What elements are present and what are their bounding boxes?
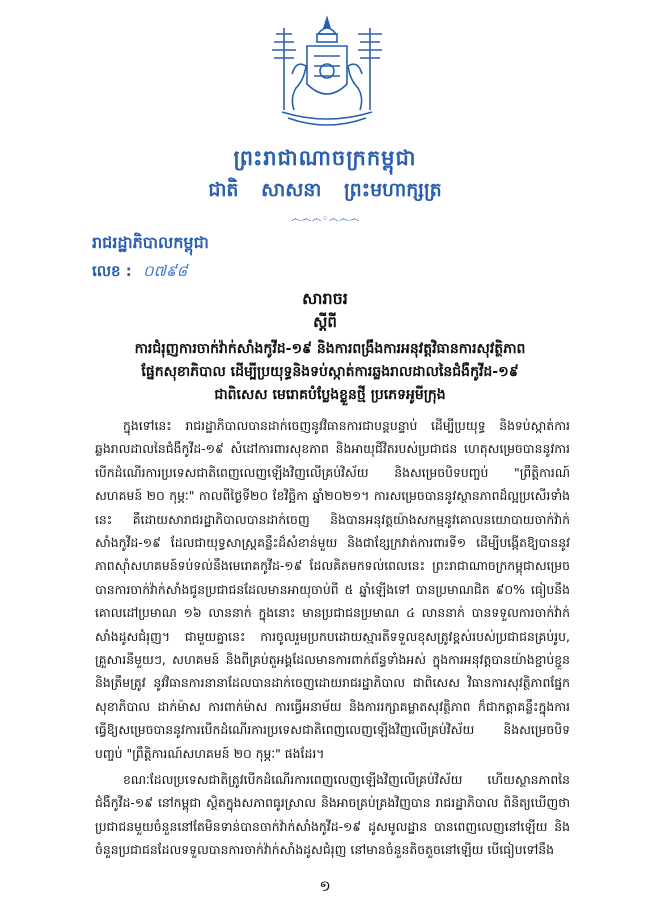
number-label: លេខ : bbox=[92, 262, 132, 280]
document-type: សារាចរ bbox=[302, 289, 348, 308]
document-title bbox=[90, 338, 570, 407]
title-line: ផ្នែកសុខាភិបាល ដើម្បីប្រយុទ្ធនិងទប់ស្កាត់ការឆ្លងរាលដាលនៃជំងឺកូវីដ-១៩ bbox=[141, 364, 519, 380]
ornament-divider: ෴෴෴◦෴෴෴ bbox=[290, 212, 360, 225]
number-value: ០៧៩៨ bbox=[143, 262, 188, 280]
document-number bbox=[92, 262, 187, 284]
document-subject-label: ស្តីពី bbox=[313, 313, 337, 331]
government-name: រាជរដ្ឋាភិបាលកម្ពុជា bbox=[92, 233, 209, 252]
paragraph-1: ក្នុងទៅនេះ រាជរដ្ឋាភិបាលបានដាក់ចេញនូវវិធានការជាបន្តបន្ទាប់ ដើម្បីប្រយុទ្ធ និងទប់ស្កាត់ការឆ្លងរាលដាលនៃជំងឺកូវីដ-១៩ សំដៅការពារសុខភាព និងអាយុជីវិតរបស់ប្រជាជន ហេតុសម្រេចបាននូវការបើកដំណើរការប្រទេសជាតិពេញលេញឡើងវិញលើគ្រប់វិស័យ និងសម្រេចបិទបញ្ចប់ "ព្រឹត្តិការណ៍សហគមន៍ ២០ កុម្ភៈ" កាលពីថ្ងៃទី២០ ខែវិច្ឆិកា ឆ្នាំ២០២១។ ការសម្រេចបាននូវស្ថានភាពដ៏ល្អប្រសើរទាំងនេះ គឺដោយសារាជរដ្ឋាភិបាលបានដាក់ចេញ និងបានអនុវត្តយ៉ាងសកម្មនូវគោលនយោបាយចាក់វ៉ាក់សាំងកូវីដ-១៩ ដែលជាយុទ្ធសាស្រ្តគន្លឹះដ៏សំខាន់មួយ និងជាខ្សែក្រវាត់ការពារទី១ ដើម្បីបង្កើតឱ្យបាននូវភាពស៊ាំសហគមន៍ទប់ទល់នឹងមេរោគកូវីដ-១៩ ដែលគិតមកទល់ពេលនេះ ព្រះរាជាណាចក្រកម្ពុជាសម្រេចបានការចាក់វ៉ាក់សាំងជូនប្រជាជនដែលមានអាយុចាប់ពី ៥ ឆ្នាំឡើងទៅ បានប្រមាណជិត ៩០% ធៀបនឹងគោលដៅប្រមាណ ១៦ លាននាក់ ក្នុងនោះ មានប្រជាជនប្រមាណ ៤ លាននាក់ បានទទួលការចាក់វ៉ាក់សាំងដូសជំរុញ។ ជាមួយគ្នានេះ ការចូលរួមប្រកបដោយស្មារតីទទួលខុសត្រូវខ្ពស់របស់ប្រជាជនគ្រប់រូប, គ្រួសារនីមួយៗ, សហគមន៍ និងពីគ្រប់តួអង្គដែលមានការពាក់ព័ន្ធទាំងអស់ ក្នុងការអនុវត្តបានយ៉ាងខ្ជាប់ខ្ជួន និងត្រឹមត្រូវ នូវវិធានការនានាដែលបានដាក់ចេញដោយរាជរដ្ឋាភិបាល ជាពិសេស វិធានការសុវត្ថិភាពផ្នែកសុខាភិបាល ដាក់ម៉ាស ការពាក់ម៉ាស ការធ្វើអនាម័យ និងការរក្សាគម្លាតសុវត្ថិភាព ក៏ជាកត្តាគន្លឹះក្នុងការធ្វើឱ្យសម្រេចបាននូវការបើកដំណើរការប្រទេសជាតិពេញលេញឡើងវិញលើគ្រប់វិស័យ និងសម្រេចបិទបញ្ចប់ "ព្រឹត្តិការណ៍សហគមន៍ ២០ កុម្ភៈ" ផងដែរ។ bbox=[95, 418, 570, 761]
paragraph-2: ខណៈដែលប្រទេសជាតិត្រូវបើកដំណើរការពេញលេញឡើងវិញលើគ្រប់វិស័យ ហើយស្ថានភាពនៃជំងឺកូវីដ-១៩ នៅកម្ពុជា ស្ថិតក្នុងសភាពធូរស្រាល និងអាចគ្រប់គ្រងវិញបាន រាជរដ្ឋាភិបាល ពិនិត្យឃើញថាប្រជាជនមួយចំនួននៅតែមិនទាន់បានចាក់វ៉ាក់សាំងកូវីដ-១៩ ដូសមូលដ្ឋាន បានពេញលេញនៅឡើយ និងចំនួនប្រជាជនដែលទទួលបានការចាក់វ៉ាក់សាំងដូសជំរុញ នៅមានចំនួនតិចតួចនៅឡើយ បើធៀបទៅនឹង bbox=[95, 772, 570, 858]
title-line: ជាពិសេស មេរោគបំប្លែងខ្លួនថ្មី ប្រភេទអូមីក្រុង bbox=[214, 387, 446, 403]
title-line: ការជំរុញការចាក់វ៉ាក់សាំងកូវីដ-១៩ និងការពង្រឹងការអនុវត្តវិធានការសុវត្ថិភាព bbox=[134, 341, 526, 357]
royal-arms-emblem-icon bbox=[262, 14, 392, 132]
page-number: ១ bbox=[319, 877, 331, 895]
kingdom-heading: ព្រះរាជាណាចក្រកម្ពុជា bbox=[233, 146, 417, 170]
national-motto: ជាតិ សាសនា ព្រះមហាក្សត្រ bbox=[208, 179, 442, 201]
